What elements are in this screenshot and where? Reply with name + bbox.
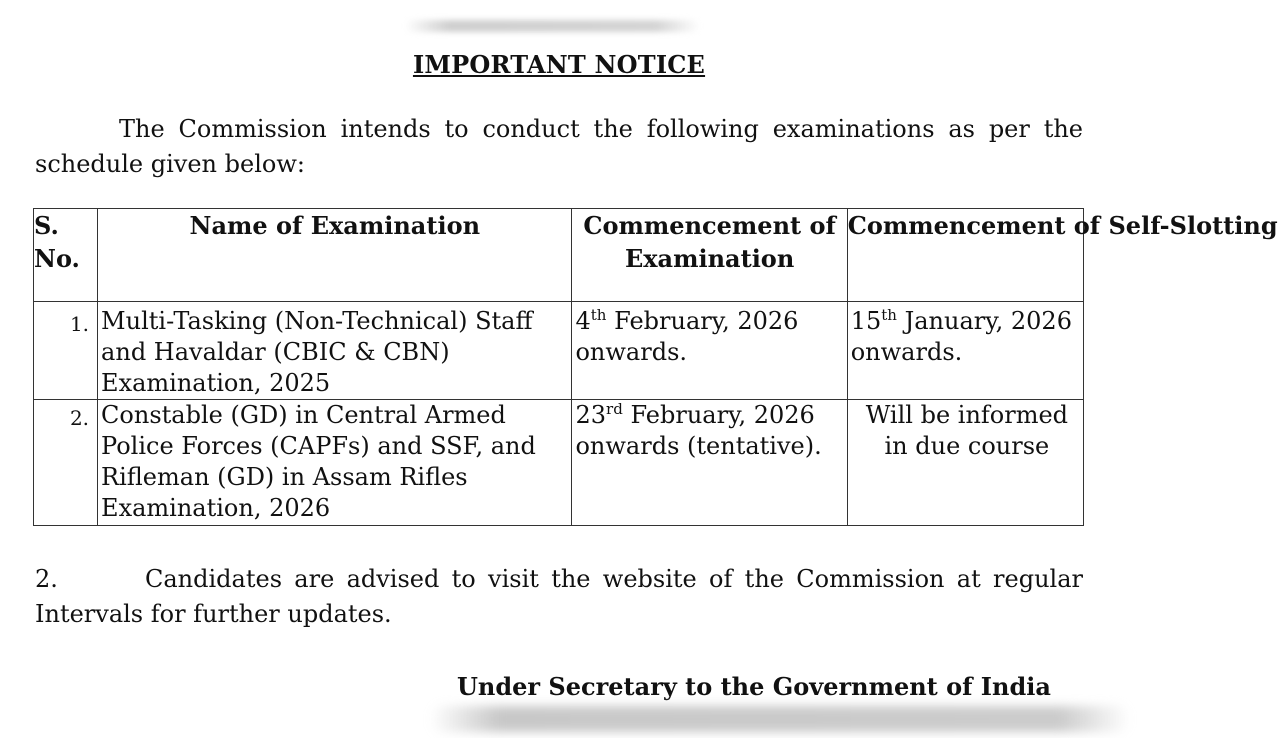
- notice-title: IMPORTANT NOTICE: [412, 50, 706, 79]
- table-row: [34, 302, 1084, 400]
- slot-day: 15: [850, 307, 882, 335]
- exam-day: 4: [575, 307, 591, 335]
- row-slot-date: [847, 302, 1083, 400]
- advice-paragraph: [35, 562, 1083, 632]
- row-sno: [34, 400, 98, 526]
- row-exam-date: [572, 302, 847, 400]
- header-commencement-slot: [847, 209, 1278, 302]
- header-name: Name of Examination: [98, 209, 572, 302]
- slot-day-suffix: th: [881, 306, 897, 324]
- row-exam-name: Constable (GD) in Central Armed Police Forces (CAPFs) and SSF, and Rifleman (GD) in Assam Rifles Examination, 2026: [98, 400, 572, 526]
- exam-date-rest: February, 2026 onwards.: [575, 307, 799, 366]
- header-commencement-slot-text: Commencement of Self-Slotting: [847, 211, 1278, 240]
- row-slot-date: Will be informed in due course: [847, 400, 1083, 526]
- blurred-footer-text: [430, 706, 1130, 732]
- advice-text: Candidates are advised to visit the website of the Commission at regular Intervals for further updates.: [35, 565, 1083, 628]
- exam-day-suffix: rd: [606, 400, 623, 418]
- row-sno-text: 1.: [69, 312, 90, 336]
- intro-text: The Commission intends to conduct the following examinations as per the schedule given below:: [35, 115, 1083, 178]
- row-exam-name: Multi-Tasking (Non-Technical) Staff and Havaldar (CBIC & CBN) Examination, 2025: [98, 302, 572, 400]
- exam-day: 23: [575, 401, 607, 429]
- header-sno: S. No.: [34, 209, 98, 302]
- row-sno-text: 2.: [69, 406, 90, 430]
- row-sno: [34, 302, 98, 400]
- exam-day-suffix: th: [590, 306, 607, 324]
- intro-paragraph: [35, 112, 1083, 182]
- blurred-header-text: [405, 20, 700, 32]
- schedule-table: [33, 208, 1278, 526]
- row-exam-date: [572, 400, 847, 526]
- table-header-row: [34, 209, 1084, 302]
- table-row: [34, 400, 1084, 526]
- exam-date-rest: February, 2026 onwards (tentative).: [575, 401, 822, 460]
- header-commencement-exam: Commencement of Examination: [572, 209, 847, 302]
- advice-number: 2.: [35, 565, 58, 593]
- signature-designation: Under Secretary to the Government of India: [457, 672, 1051, 701]
- slot-date-rest: January, 2026 onwards.: [850, 307, 1072, 366]
